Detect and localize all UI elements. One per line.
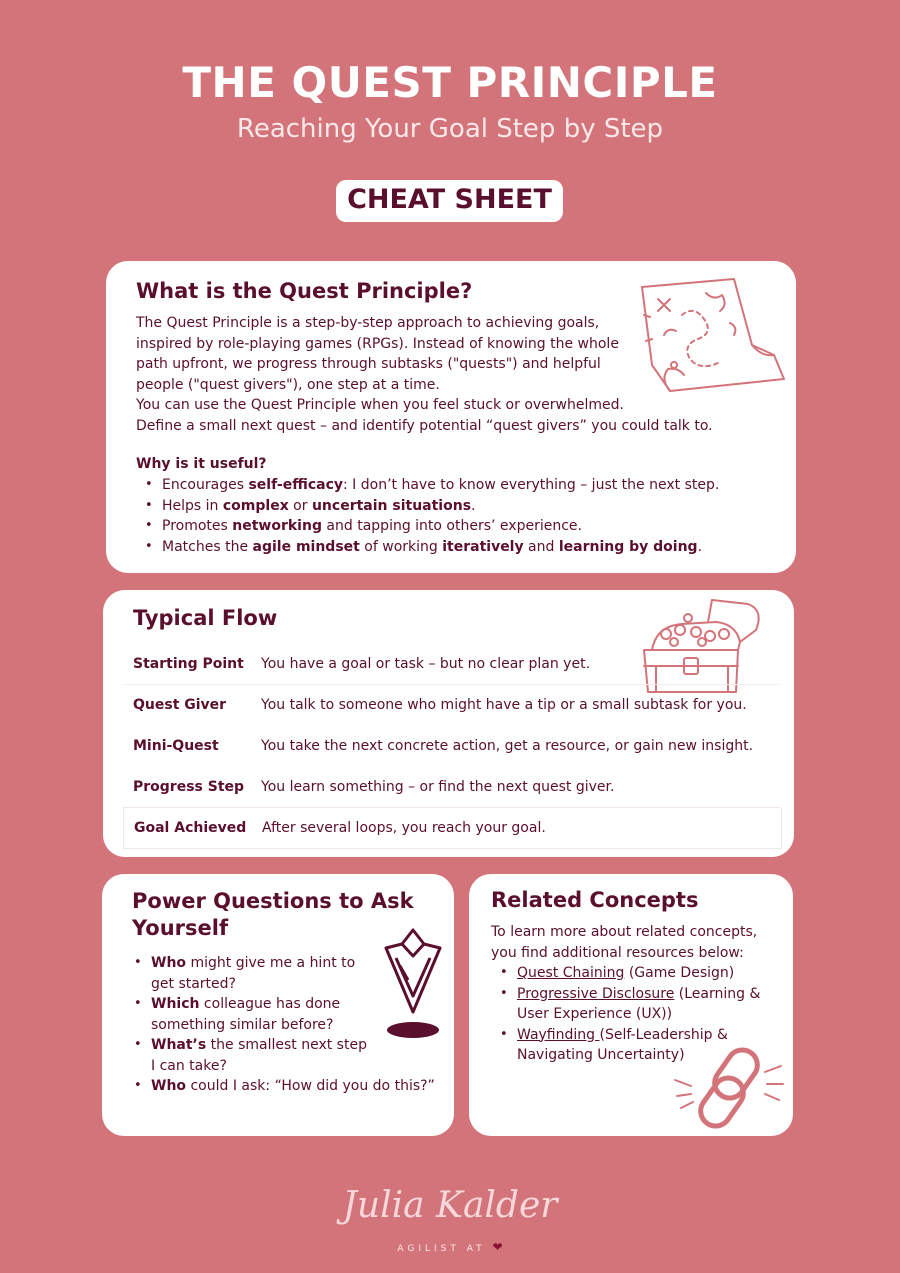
power-questions-card bbox=[102, 874, 454, 1136]
what-is-description bbox=[136, 313, 756, 436]
flow-step: Quest Giver bbox=[133, 697, 227, 713]
flow-step: Progress Step bbox=[133, 779, 245, 795]
related-intro: To learn more about related concepts, you find additional resources below: bbox=[491, 924, 758, 961]
flow-step: Starting Point bbox=[133, 656, 244, 672]
heart-icon: ❤ bbox=[492, 1240, 503, 1254]
list-item: • Who could I ask: “How did you do this?” bbox=[125, 1076, 445, 1097]
what-line: people ("quest givers"), one step at a time. bbox=[136, 376, 440, 393]
page-subtitle: Reaching Your Goal Step by Step bbox=[236, 114, 664, 144]
what-is-card bbox=[106, 261, 796, 573]
table-row bbox=[123, 726, 780, 766]
table-row bbox=[123, 808, 782, 849]
table-row bbox=[123, 767, 780, 808]
flow-desc: You talk to someone who might have a tip or a small subtask for you. bbox=[261, 697, 747, 713]
what-is-heading: What is the Quest Principle? bbox=[136, 279, 473, 303]
power-questions-list bbox=[125, 953, 445, 1097]
list-item: • Encourages self-efficacy: I don’t have to know everything – just the next step. bbox=[136, 475, 776, 496]
chain-link-icon bbox=[673, 1042, 785, 1134]
flow-desc: You learn something – or find the next quest giver. bbox=[261, 779, 615, 795]
what-line: Define a small next quest – and identify potential “quest givers” you could talk to. bbox=[136, 417, 713, 434]
page-title: THE QUEST PRINCIPLE bbox=[182, 58, 718, 107]
flow-desc: You take the next concrete action, get a resource, or gain new insight. bbox=[261, 738, 754, 754]
table-row bbox=[123, 685, 780, 725]
typical-flow-heading: Typical Flow bbox=[133, 606, 278, 630]
what-line: path upfront, we progress through subtasks ("quests") and helpful bbox=[136, 356, 601, 372]
flow-table bbox=[103, 644, 794, 850]
flow-desc: After several loops, you reach your goal. bbox=[262, 820, 546, 836]
related-concepts-card bbox=[469, 874, 793, 1136]
what-line: inspired by role-playing games (RPGs). Instead of knowing the whole bbox=[136, 335, 619, 352]
signature-logo: Julia Kalder bbox=[342, 1185, 558, 1226]
list-item: • Wayfinding (Self-Leadership & Navigating Uncertainty) bbox=[491, 1025, 791, 1066]
typical-flow-card bbox=[103, 590, 794, 857]
list-item: • Who might give me a hint to get started? bbox=[125, 953, 445, 994]
list-item: • Helps in complex or uncertain situations. bbox=[136, 496, 776, 517]
why-heading: Why is it useful? bbox=[136, 456, 267, 472]
related-concepts-heading: Related Concepts bbox=[491, 888, 699, 912]
list-item: • Progressive Disclosure (Learning & User Experience (UX)) bbox=[491, 984, 791, 1025]
flow-desc: You have a goal or task – but no clear plan yet. bbox=[261, 656, 591, 672]
cheat-sheet-badge: CHEAT SHEET bbox=[336, 180, 563, 222]
footer-tagline: AGILIST AT ❤ bbox=[397, 1240, 503, 1254]
flow-step: Mini-Quest bbox=[133, 738, 219, 754]
progressive-disclosure-link[interactable]: Progressive Disclosure bbox=[517, 985, 675, 1002]
list-item: • What’s the smallest next step I can take? bbox=[125, 1035, 445, 1076]
wayfinding-link[interactable]: Wayfinding bbox=[517, 1026, 600, 1043]
table-row bbox=[123, 644, 780, 685]
list-item: • Promotes networking and tapping into others’ experience. bbox=[136, 516, 776, 537]
flow-step: Goal Achieved bbox=[134, 820, 247, 836]
power-questions-heading: Power Questions to Ask Yourself bbox=[132, 889, 414, 940]
why-list bbox=[136, 475, 776, 557]
list-item: • Matches the agile mindset of working iteratively and learning by doing. bbox=[136, 537, 776, 558]
what-line: You can use the Quest Principle when you feel stuck or overwhelmed. bbox=[136, 397, 624, 413]
what-line: The Quest Principle is a step-by-step approach to achieving goals, bbox=[136, 315, 600, 331]
quest-chaining-link[interactable]: Quest Chaining bbox=[517, 965, 625, 981]
list-item: • Which colleague has done something similar before? bbox=[125, 994, 445, 1035]
list-item: • Quest Chaining (Game Design) bbox=[491, 963, 791, 984]
